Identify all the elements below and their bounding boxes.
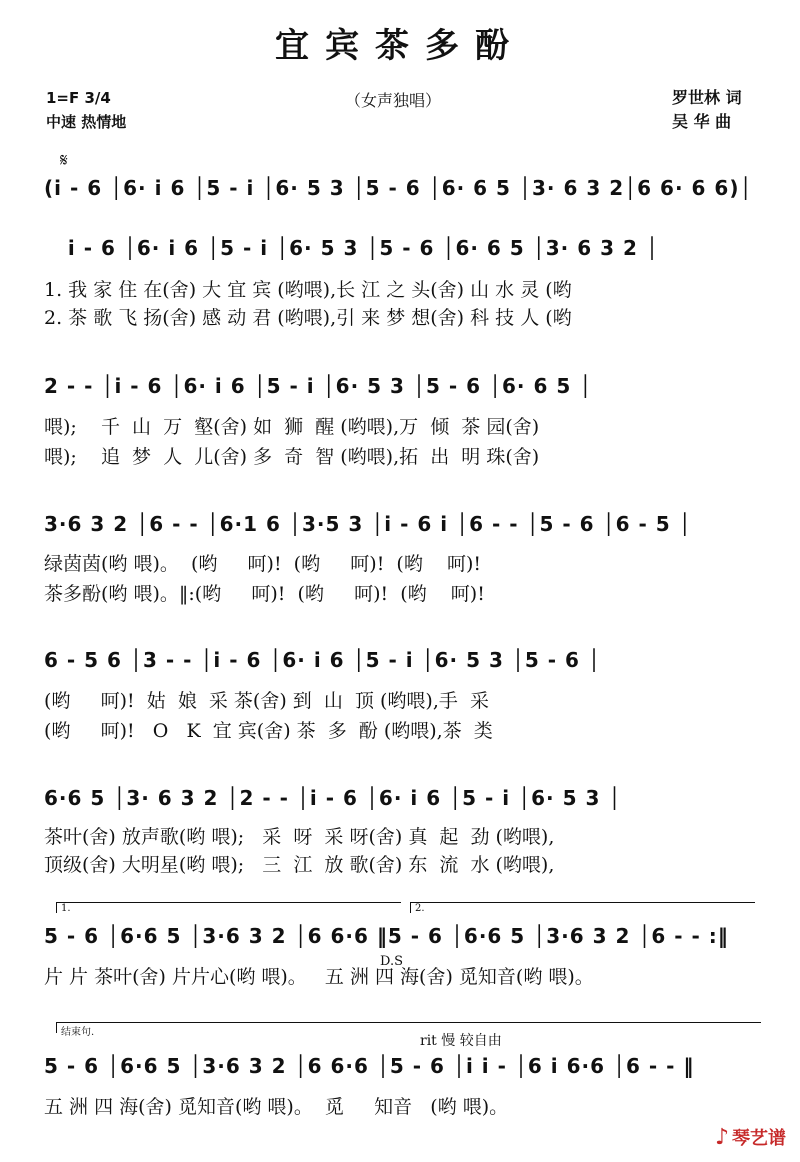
notation-line-7: 5 - 6 │6·6 5 │3·6 3 2 │6 6·6 ‖5 - 6 │6·6 5 │3·6 3 2 │6 - - :‖ <box>44 924 729 948</box>
tempo-marking: 中速 热情地 <box>46 113 127 131</box>
logo-icon: ♪ <box>714 1125 729 1150</box>
segno-icon: 𝄋 <box>60 150 68 171</box>
ending-phrase-bracket: 结束句. <box>56 1022 761 1033</box>
site-logo <box>715 1124 786 1150</box>
lyric-verse2-line-2: 2. 茶 歌 飞 扬(舍) 感 动 君 (哟喂),引 来 梦 想(舍) 科 技 人 (哟 <box>44 307 572 329</box>
composer: 吴 华 曲 <box>672 112 732 131</box>
lyric-verse2-line-5: (哟 呵)! O K 宜 宾(舍) 茶 多 酚 (哟喂),茶 类 <box>44 720 493 742</box>
lyric-line-8: 五 洲 四 海(舍) 觅知音(哟 喂)。 觅 知音 (哟 喂)。 <box>44 1096 509 1118</box>
performance-note: （女声独唱） <box>345 91 442 110</box>
notation-line-2: i - 6 │6· i 6 │5 - i │6· 5 3 │5 - 6 │6· 6 5 │3· 6 3 2 │ <box>44 236 659 260</box>
dal-segno-mark: D.S <box>380 954 403 969</box>
lyric-verse1-line-6: 茶叶(舍) 放声歌(哟 喂); 采 呀 采 呀(舍) 真 起 劲 (哟喂), <box>44 826 555 848</box>
notation-line-3: 2 - - │i - 6 │6· i 6 │5 - i │6· 5 3 │5 - 6 │6· 6 5 │ <box>44 374 593 398</box>
lyricist: 罗世林 词 <box>672 88 742 107</box>
lyric-verse2-line-4: 茶多酚(哟 喂)。‖:(哟 呵)! (哟 呵)! (哟 呵)! <box>44 583 485 605</box>
lyric-verse1-line-3: 喂); 千 山 万 壑(舍) 如 狮 醒 (哟喂),万 倾 茶 园(舍) <box>44 416 540 438</box>
lyric-verse2-line-6: 顶级(舍) 大明星(哟 喂); 三 江 放 歌(舍) 东 流 水 (哟喂), <box>44 854 555 876</box>
credits <box>672 86 742 134</box>
key-and-tempo <box>46 86 126 134</box>
lyric-verse1-line-2: 1. 我 家 住 在(舍) 大 宜 宾 (哟喂),长 江 之 头(舍) 山 水 灵 (哟 <box>44 279 572 301</box>
ritardando-marking: rit 慢 较自由 <box>420 1033 502 1049</box>
song-title: 宜宾茶多酚 <box>275 26 525 66</box>
notation-line-4: 3·6 3 2 │6 - - │6·1 6 │3·5 3 │i - 6 i │6 - - │5 - 6 │6 - 5 │ <box>44 512 692 536</box>
first-ending-bracket: 1. <box>56 902 401 913</box>
notation-line-8: 5 - 6 │6·6 5 │3·6 3 2 │6 6·6 │5 - 6 │i i - │6 i 6·6 │6 - - ‖ <box>44 1054 695 1078</box>
lyric-verse1-line-5: (哟 呵)! 姑 娘 采 茶(舍) 到 山 顶 (哟喂),手 采 <box>44 690 489 712</box>
notation-line-5: 6 - 5 6 │3 - - │i - 6 │6· i 6 │5 - i │6· 5 3 │5 - 6 │ <box>44 648 601 672</box>
second-ending-bracket: 2. <box>410 902 755 913</box>
notation-line-1: (i - 6 │6· i 6 │5 - i │6· 5 3 │5 - 6 │6· 6 5 │3· 6 3 2│6 6· 6 6)│ <box>44 176 753 200</box>
lyric-line-7: 片 片 茶叶(舍) 片片心(哟 喂)。 五 洲 四 海(舍) 觅知音(哟 喂)。 <box>44 966 594 988</box>
lyric-verse1-line-4: 绿茵茵(哟 喂)。 (哟 呵)! (哟 呵)! (哟 呵)! <box>44 553 482 575</box>
lyric-verse2-line-3: 喂); 追 梦 人 儿(舍) 多 奇 智 (哟喂),拓 出 明 珠(舍) <box>44 446 540 468</box>
notation-line-6: 6·6 5 │3· 6 3 2 │2 - - │i - 6 │6· i 6 │5 - i │6· 5 3 │ <box>44 786 622 810</box>
logo-text: 琴艺谱 <box>732 1128 786 1149</box>
key-signature: 1=F 3/4 <box>46 89 111 107</box>
